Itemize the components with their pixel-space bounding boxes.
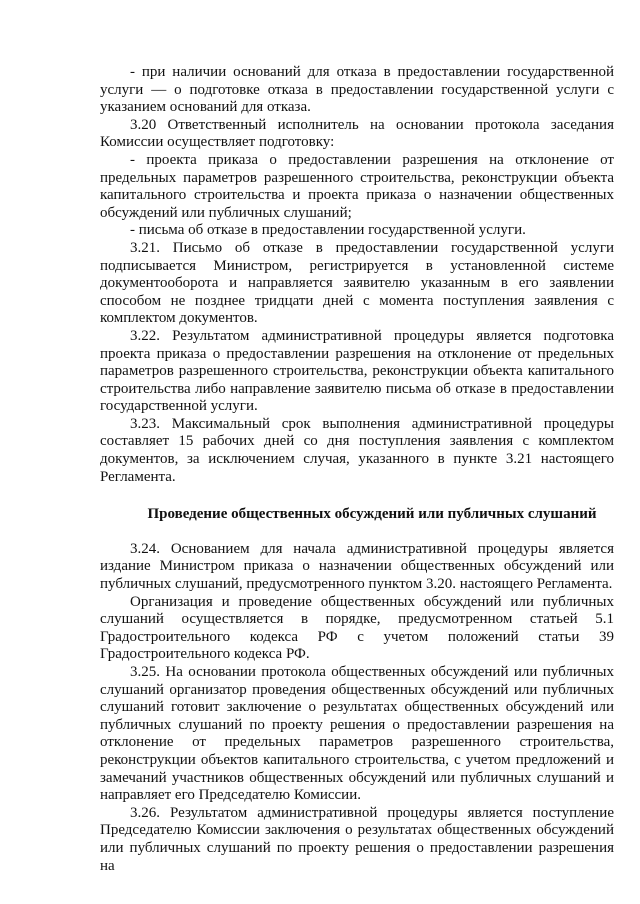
paragraph-3-23: 3.23. Максимальный срок выполнения административной процедуры составляет 15 рабочих дней со дня поступления заявления с комплектом документов, за исключением случая, указанного в пункте 3.21 настоящего Регламента. [100, 415, 614, 485]
list-item-draft-order: - проекта приказа о предоставлении разрешения на отклонение от предельных параметров разрешенного строительства, реконструкции объекта капитального строительства и проекта приказа о назначении общественных обсуждений или публичных слушаний; [100, 151, 614, 221]
paragraph-3-26: 3.26. Результатом административной процедуры является поступление Председателю Комиссии заключения о результатах общественных обсуждений или публичных слушаний по проекту решения о предоставлении разрешения на [100, 804, 614, 874]
document-page [100, 64, 614, 875]
list-item-refusal-letter: - письма об отказе в предоставлении государственной услуги. [130, 222, 526, 239]
spacer [100, 486, 614, 506]
paragraph-3-22: 3.22. Результатом административной процедуры является подготовка проекта приказа о предоставлении разрешения на отклонение от предельных параметров разрешенного строительства, реконструкции объекта капитального строительства либо направление заявителю письма об отказе в предоставлении государственной услуги. [100, 327, 614, 415]
paragraph-3-25: 3.25. На основании протокола общественных обсуждений или публичных слушаний организатор проведения общественных обсуждений или публичных слушаний готовит заключение о результатах общественных обсуждений или публичных слушаний по проекту решения о предоставлении разрешения на отклонение от предельных параметров разрешенного строительства, реконструкции объектов капитального строительства, с учетом предложений и замечаний участников общественных обсуждений или публичных слушаний и направляет его Председателю Комиссии. [100, 664, 614, 804]
section-heading: Проведение общественных обсуждений или публичных слушаний [147, 506, 597, 523]
paragraph-3-20: 3.20 Ответственный исполнитель на основании протокола заседания Комиссии осуществляет подготовку: [100, 116, 614, 151]
paragraph-3-24: 3.24. Основанием для начала административной процедуры является издание Министром приказа о назначении общественных обсуждений или публичных слушаний, предусмотренного пунктом 3.20. настоящего Регламента. [100, 540, 614, 593]
paragraph-organization: Организация и проведение общественных обсуждений или публичных слушаний осуществляется в порядке, предусмотренном статьей 5.1 Градостроительного кодекса РФ с учетом положений статьи 39 Градостроительного кодекса РФ. [100, 593, 614, 663]
paragraph-3-21: 3.21. Письмо об отказе в предоставлении государственной услуги подписывается Министром, регистрируется в установленной системе документооборота и направляется заявителю указанным в его заявлении способом не позднее тридцати дней с момента поступления заявления с комплектом документов. [100, 239, 614, 327]
paragraph-refusal-preparation: - при наличии оснований для отказа в предоставлении государственной услуги — о подготовке отказа в предоставлении государственной услуги с указанием оснований для отказа. [100, 64, 614, 116]
spacer [100, 524, 614, 541]
